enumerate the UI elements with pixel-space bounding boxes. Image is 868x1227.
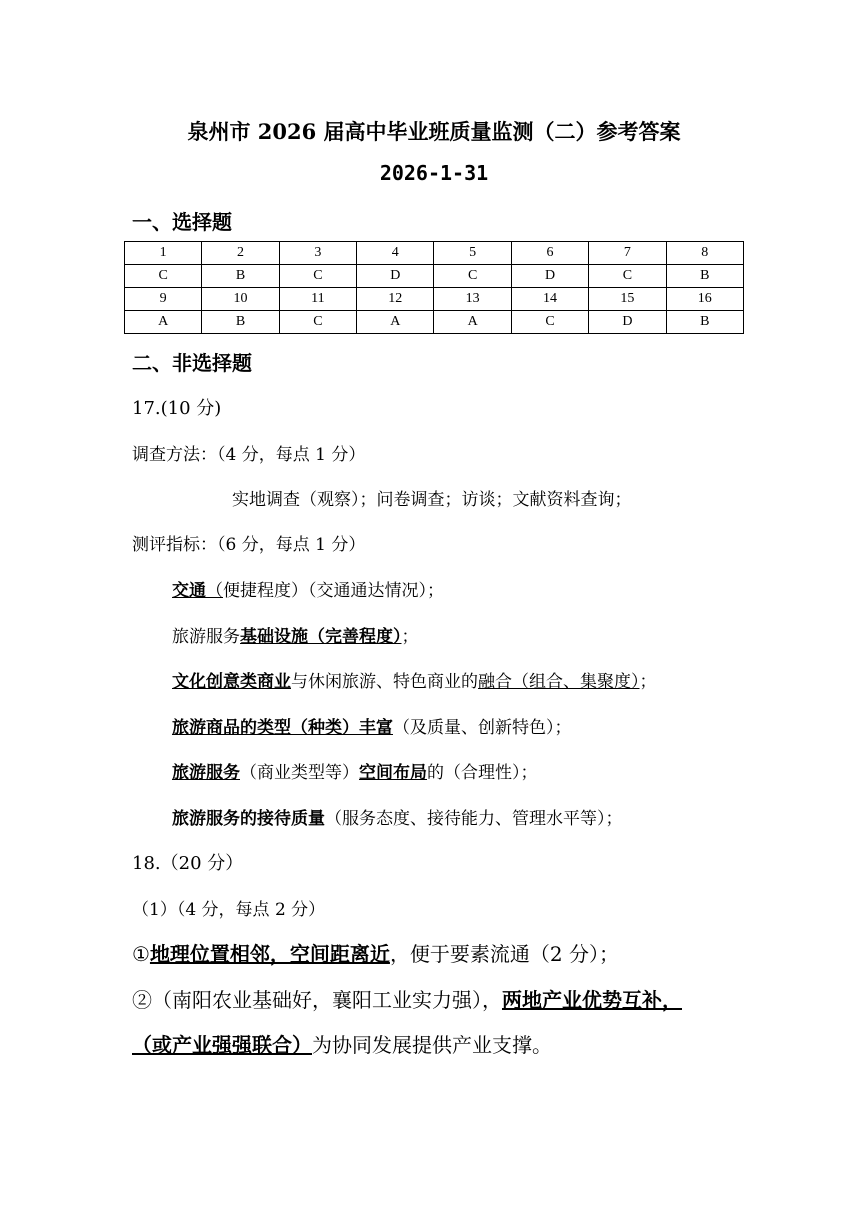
text-part: （商业类型等） (240, 763, 359, 783)
table-cell: 15 (589, 288, 666, 311)
key-term: 旅游服务 (172, 763, 240, 783)
key-term: 交通 (172, 581, 206, 601)
text-part: ； (401, 627, 419, 647)
text-part: 的（合理性）； (427, 763, 538, 783)
table-cell: A (357, 311, 434, 334)
table-cell: 9 (125, 288, 202, 311)
text-part: ②（南阳农业基础好，襄阳工业实力强）， (132, 988, 502, 1012)
table-cell: 3 (279, 242, 356, 265)
table-cell: C (279, 311, 356, 334)
table-cell: B (202, 311, 279, 334)
key-term: 基础设施（完善程度） (240, 627, 402, 647)
table-cell: 6 (511, 242, 588, 265)
table-cell: 11 (279, 288, 356, 311)
answer-table (124, 241, 744, 334)
table-cell: B (202, 265, 279, 288)
q17-point-4 (172, 713, 572, 738)
table-cell: B (666, 265, 743, 288)
table-cell: 8 (666, 242, 743, 265)
table-cell: B (666, 311, 743, 334)
table-cell: A (434, 311, 511, 334)
page-title: 泉州市 2026 届高中毕业班质量监测（二）参考答案 (187, 119, 681, 144)
table-cell: C (279, 265, 356, 288)
key-term: 文化创意类商业 (172, 672, 291, 692)
q17-point-5 (172, 758, 538, 783)
table-cell: A (125, 311, 202, 334)
q17-index-label: 测评指标：（6 分，每点 1 分） (132, 535, 366, 555)
text-part: 与休闲旅游、特色商业的 (291, 672, 478, 692)
q17-point-1 (172, 576, 444, 601)
text-part: （及质量、创新特色）； (393, 718, 572, 738)
table-cell: D (357, 265, 434, 288)
table-row (125, 265, 744, 288)
table-cell: C (511, 311, 588, 334)
q17-method-text: 实地调查（观察）；问卷调查；访谈；文献资料查询； (232, 490, 632, 510)
key-term: 两地产业优势互补， (502, 988, 682, 1012)
key-term: 地理位置相邻，空间距离近 (149, 942, 390, 966)
table-cell: 7 (589, 242, 666, 265)
table-row (125, 311, 744, 334)
text-part: ① (132, 942, 150, 966)
q17-point-3 (172, 667, 657, 692)
key-term: 空间布局 (359, 763, 427, 783)
table-cell: D (589, 311, 666, 334)
section-heading-nonchoice: 二、非选择题 (132, 351, 252, 375)
table-row (125, 242, 744, 265)
q17-point-6 (172, 804, 623, 829)
table-cell: 10 (202, 288, 279, 311)
table-cell: 12 (357, 288, 434, 311)
table-row (125, 288, 744, 311)
q17-heading: 17.(10 分) (132, 398, 222, 419)
text-part: 旅游服务 (172, 627, 240, 647)
table-cell: C (125, 265, 202, 288)
q18-point-1 (132, 938, 619, 967)
text-part: ，便于要素流通（2 分）； (389, 942, 620, 966)
q17-method-label: 调查方法：（4 分，每点 1 分） (132, 445, 366, 465)
text-part: 为协同发展提供产业支撑。 (312, 1033, 552, 1057)
key-term: 旅游商品的类型（种类）丰富 (172, 718, 393, 738)
table-cell: 2 (202, 242, 279, 265)
table-cell: C (434, 265, 511, 288)
table-cell: 14 (511, 288, 588, 311)
q18-heading: 18.（20 分） (132, 853, 244, 874)
table-cell: 4 (357, 242, 434, 265)
q18-point-2 (132, 984, 682, 1013)
q18-point-2-cont (132, 1029, 552, 1058)
table-cell: 5 (434, 242, 511, 265)
text-part: ； (639, 672, 657, 692)
q18-sub1-label: （1）（4 分，每点 2 分） (132, 900, 326, 920)
section-heading-choice: 一、选择题 (132, 210, 232, 234)
text-part: （服务态度、接待能力、管理水平等）； (325, 809, 623, 829)
table-cell: 1 (125, 242, 202, 265)
key-term: （或产业强强联合） (132, 1033, 312, 1057)
table-cell: C (589, 265, 666, 288)
table-cell: D (511, 265, 588, 288)
key-term: 旅游服务的接待质量 (172, 809, 325, 829)
table-cell: 13 (434, 288, 511, 311)
table-cell: 16 (666, 288, 743, 311)
text-part: （ (206, 581, 223, 601)
q17-point-2 (172, 622, 419, 647)
text-part: 便捷程度）（交通通达情况）； (223, 581, 444, 601)
underlined-term: 融合（组合、集聚度） (478, 672, 640, 692)
exam-date: 2026-1-31 (379, 161, 489, 185)
